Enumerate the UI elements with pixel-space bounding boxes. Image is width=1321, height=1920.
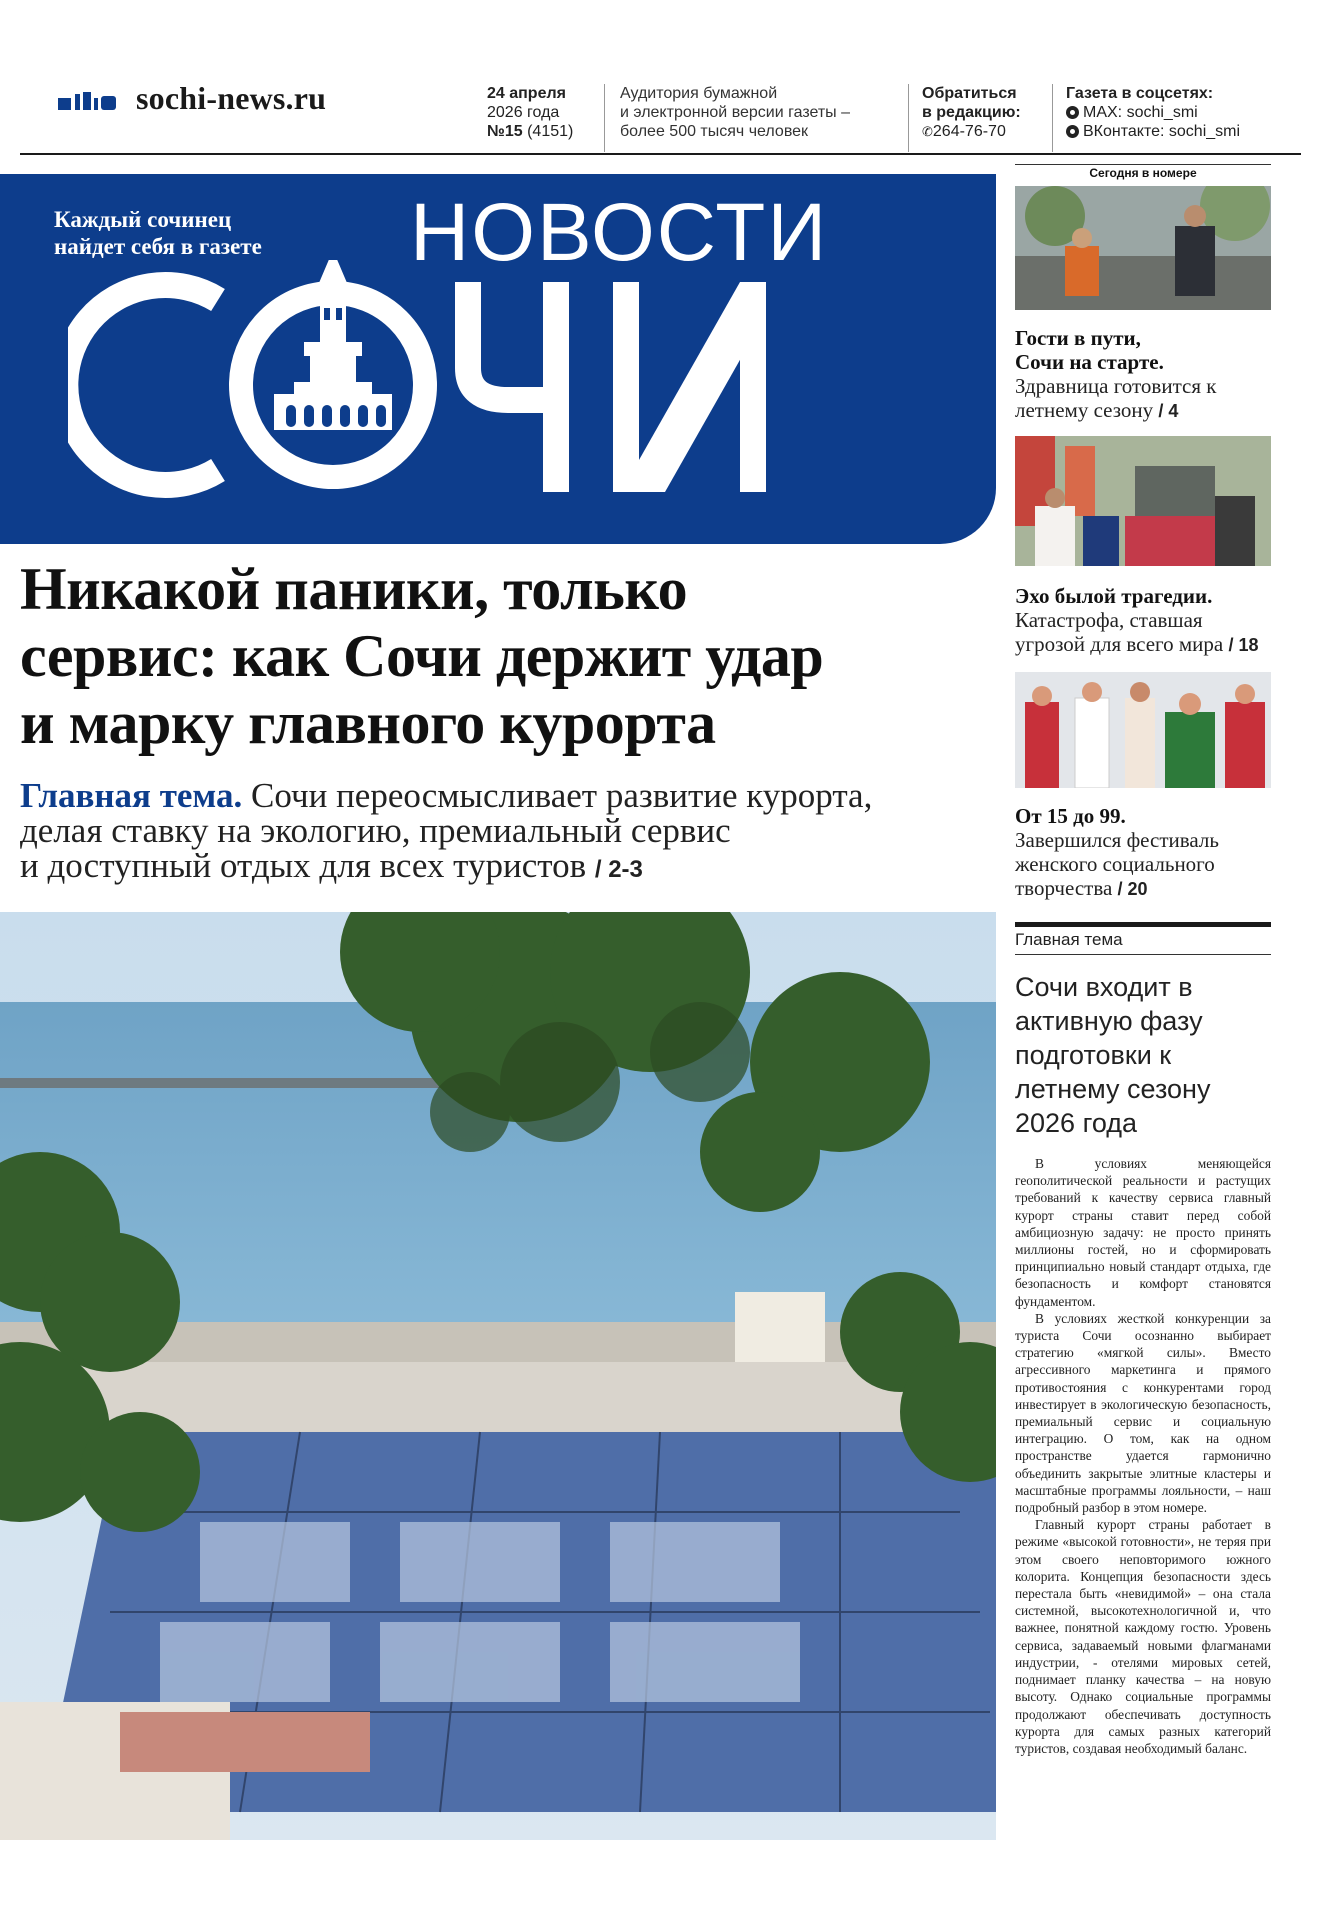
issue-number: №15 (4151) bbox=[487, 123, 574, 140]
audience-note: Аудитория бумажной и электронной версии газеты – более 500 тысяч человек bbox=[620, 85, 851, 140]
article-body bbox=[1015, 1155, 1271, 1757]
article-paragraph: Главный курорт страны работает в режиме «высокой готовности», не теряя при этом своего неповторимого южного колорита. Концепция безопасности здесь перестала быть «невидимой» – она стала системной, высокотехнологичной и, что важнее, понятной каждому гостю. Уровень сервиса, задаваемый новыми флагманами индустрии, - отелями мировых сетей, поднимает планку качества – на новую высоту. Однако социальные программы продолжают обеспечивать доступность курорта для самых разных категорий туристов, создавая необходимый баланс. bbox=[1015, 1517, 1271, 1756]
sea-terminal-spire-icon bbox=[274, 260, 392, 430]
masthead-title-top: НОВОСТИ bbox=[410, 187, 829, 278]
header-divider bbox=[604, 84, 605, 152]
max-icon bbox=[1066, 106, 1079, 119]
teaser-item[interactable]: Эхо былой трагедии. Катастрофа, ставшая угрозой для всего мира / 18 bbox=[1015, 584, 1259, 656]
teaser-photo[interactable] bbox=[1015, 672, 1271, 788]
header-divider bbox=[908, 84, 909, 152]
contact-info: Обратиться в редакцию: ✆264-76-70 bbox=[922, 85, 1021, 140]
issue-info bbox=[487, 84, 573, 141]
article-paragraph: В условиях меняющейся геополитической реальности и растущих требований к качеству сервиса главный курорт страны ставит перед собой амбициозную задачу: не просто принять миллионы гостей, но и сформировать принципиально новый стандарт отдыха, где безопасность и комфорт становятся фундаментом. bbox=[1015, 1156, 1271, 1309]
main-headline[interactable]: Никакой паники, только сервис: как Сочи держит удар и марку главного курорта bbox=[20, 556, 824, 756]
section-title[interactable]: Сочи входит в активную фазу подготовки к летнему сезону 2026 года bbox=[1015, 972, 1211, 1138]
site-logo-icon bbox=[58, 92, 116, 112]
lead-subhead: Главная тема. Сочи переосмысливает развитие курорта, делая ставку на экологию, премиальный сервис и доступный отдых для всех туристов / 2-3 bbox=[20, 776, 873, 885]
issue-year: 2026 года bbox=[487, 104, 560, 121]
header-divider bbox=[1052, 84, 1053, 152]
contact-phone[interactable]: ✆264-76-70 bbox=[922, 123, 1006, 140]
teaser-photo[interactable] bbox=[1015, 436, 1271, 566]
teaser-item[interactable]: От 15 до 99. Завершился фестиваль женского социального творчества / 20 bbox=[1015, 804, 1219, 900]
social-links: Газета в соцсетях: MAX: sochi_smi ВКонтакте: sochi_smi bbox=[1066, 85, 1241, 140]
article-paragraph: В условиях жесткой конкуренции за туриста Сочи осознанно выбирает стратегию «мягкой силы». Вместо агрессивного маркетинга и прямого противостояния с конкурентами город инвестирует в экологическую безопасность, премиальный сервис и социальную интеграцию. О том, как на одном пространстве удается гармонично объединить закрытые элитные кластеры и масштабные программы лояльности, – наш подробный разбор в этом номере. bbox=[1015, 1310, 1271, 1516]
top-header bbox=[0, 0, 1321, 156]
social-max-link[interactable]: MAX: sochi_smi bbox=[1066, 103, 1240, 122]
social-vk-link[interactable]: ВКонтакте: sochi_smi bbox=[1066, 122, 1240, 141]
teaser-item[interactable]: Гости в пути, Сочи на старте. Здравница готовится к летнему сезону / 4 bbox=[1015, 326, 1217, 422]
masthead bbox=[0, 174, 996, 544]
main-photo bbox=[0, 912, 996, 1840]
phone-icon: ✆ bbox=[922, 124, 933, 139]
masthead-title-logo bbox=[68, 260, 808, 500]
issue-date: 24 апреля bbox=[487, 85, 566, 102]
masthead-slogan: Каждый сочинец найдет себя в газете bbox=[54, 207, 262, 259]
teaser-photo[interactable] bbox=[1015, 186, 1271, 310]
section-rule bbox=[1015, 922, 1271, 927]
header-rule bbox=[20, 153, 1301, 155]
vk-icon bbox=[1066, 125, 1079, 138]
section-label: Главная тема bbox=[1015, 930, 1271, 955]
lead-page-ref: / 2-3 bbox=[594, 856, 643, 883]
lead-label: Главная тема. bbox=[20, 776, 243, 815]
sidebar-header: Сегодня в номере bbox=[1015, 164, 1271, 182]
site-url-link[interactable]: sochi-news.ru bbox=[136, 80, 327, 116]
